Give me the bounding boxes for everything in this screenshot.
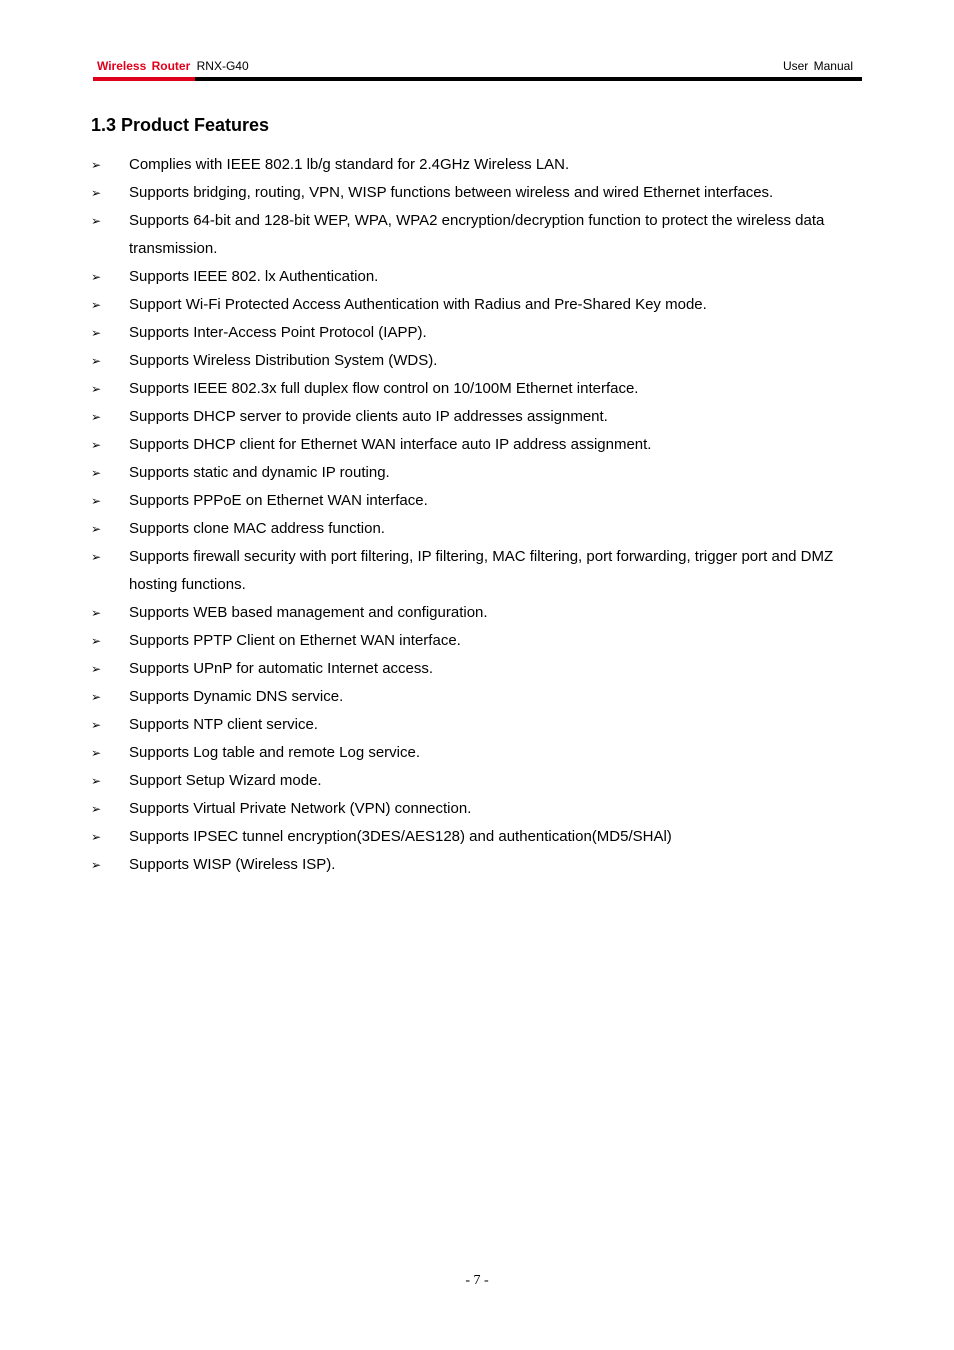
feature-item <box>91 319 861 347</box>
header-rule-accent <box>93 77 195 81</box>
feature-text: Supports WISP (Wireless ISP). <box>129 856 336 873</box>
arrow-bullet-icon: ➢ <box>91 410 102 424</box>
feature-text: Supports 64-bit and 128-bit WEP, WPA, WPA2 encryption/decryption function to protect the wireless data transmission. <box>129 212 825 257</box>
feature-text: Supports WEB based management and configuration. <box>129 604 488 621</box>
arrow-bullet-icon: ➢ <box>91 550 102 564</box>
feature-text: Supports NTP client service. <box>129 716 318 733</box>
arrow-bullet-icon: ➢ <box>91 382 102 396</box>
header-rule <box>93 77 862 81</box>
feature-text: Supports Virtual Private Network (VPN) connection. <box>129 800 472 817</box>
feature-item <box>91 179 861 207</box>
arrow-bullet-icon: ➢ <box>91 634 102 648</box>
feature-text: Supports Dynamic DNS service. <box>129 688 344 705</box>
header-brand: Wireless Router <box>97 59 191 73</box>
feature-item <box>91 655 861 683</box>
arrow-bullet-icon: ➢ <box>91 522 102 536</box>
feature-item <box>91 487 861 515</box>
feature-text: Supports static and dynamic IP routing. <box>129 464 390 481</box>
arrow-bullet-icon: ➢ <box>91 270 102 284</box>
page-number: - 7 - <box>465 1273 489 1288</box>
header-model: RNX-G40 <box>196 59 249 73</box>
arrow-bullet-icon: ➢ <box>91 606 102 620</box>
feature-item <box>91 431 861 459</box>
feature-text: Support Wi-Fi Protected Access Authentication with Radius and Pre-Shared Key mode. <box>129 296 707 313</box>
feature-text: Supports clone MAC address function. <box>129 520 385 537</box>
feature-item <box>91 767 861 795</box>
feature-text: Supports UPnP for automatic Internet access. <box>129 660 434 677</box>
arrow-bullet-icon: ➢ <box>91 830 102 844</box>
feature-item <box>91 795 861 823</box>
arrow-bullet-icon: ➢ <box>91 690 102 704</box>
feature-text: Supports Wireless Distribution System (WDS). <box>129 352 438 369</box>
arrow-bullet-icon: ➢ <box>91 662 102 676</box>
feature-text: Supports Log table and remote Log service. <box>129 744 421 761</box>
arrow-bullet-icon: ➢ <box>91 802 102 816</box>
arrow-bullet-icon: ➢ <box>91 438 102 452</box>
feature-text: Supports firewall security with port filtering, IP filtering, MAC filtering, port forwarding, trigger port and DMZ hosting functions. <box>129 548 834 593</box>
feature-item <box>91 347 861 375</box>
feature-item <box>91 151 861 179</box>
feature-text: Supports PPTP Client on Ethernet WAN interface. <box>129 632 461 649</box>
feature-list <box>91 151 861 879</box>
arrow-bullet-icon: ➢ <box>91 718 102 732</box>
feature-item <box>91 375 861 403</box>
header-doc-type: User Manual <box>782 59 853 73</box>
feature-item <box>91 543 861 599</box>
feature-item <box>91 823 861 851</box>
feature-item <box>91 851 861 879</box>
feature-text: Supports PPPoE on Ethernet WAN interface. <box>129 492 428 509</box>
arrow-bullet-icon: ➢ <box>91 186 102 200</box>
section-title: 1.3 Product Features <box>91 115 270 135</box>
arrow-bullet-icon: ➢ <box>91 494 102 508</box>
arrow-bullet-icon: ➢ <box>91 746 102 760</box>
feature-text: Supports DHCP server to provide clients auto IP addresses assignment. <box>129 408 608 425</box>
feature-item <box>91 515 861 543</box>
page-header <box>97 57 853 75</box>
arrow-bullet-icon: ➢ <box>91 774 102 788</box>
feature-item <box>91 207 861 263</box>
arrow-bullet-icon: ➢ <box>91 158 102 172</box>
header-product <box>97 57 249 75</box>
feature-text: Supports bridging, routing, VPN, WISP functions between wireless and wired Ethernet interfaces. <box>129 184 774 201</box>
feature-item <box>91 683 861 711</box>
feature-item <box>91 459 861 487</box>
feature-item <box>91 599 861 627</box>
feature-item <box>91 627 861 655</box>
feature-item <box>91 263 861 291</box>
arrow-bullet-icon: ➢ <box>91 858 102 872</box>
feature-item <box>91 403 861 431</box>
arrow-bullet-icon: ➢ <box>91 298 102 312</box>
feature-text: Supports IEEE 802.3x full duplex flow control on 10/100M Ethernet interface. <box>129 380 639 397</box>
feature-text: Supports IEEE 802. lx Authentication. <box>129 268 379 285</box>
feature-text: Support Setup Wizard mode. <box>129 772 322 789</box>
feature-text: Supports DHCP client for Ethernet WAN interface auto IP address assignment. <box>129 436 652 453</box>
feature-text: Supports Inter-Access Point Protocol (IAPP). <box>129 324 427 341</box>
arrow-bullet-icon: ➢ <box>91 354 102 368</box>
arrow-bullet-icon: ➢ <box>91 466 102 480</box>
arrow-bullet-icon: ➢ <box>91 214 102 228</box>
feature-item <box>91 739 861 767</box>
feature-item <box>91 291 861 319</box>
feature-text: Supports IPSEC tunnel encryption(3DES/AES128) and authentication(MD5/SHAl) <box>129 828 672 845</box>
feature-text: Complies with IEEE 802.1 lb/g standard for 2.4GHz Wireless LAN. <box>129 156 570 173</box>
arrow-bullet-icon: ➢ <box>91 326 102 340</box>
feature-item <box>91 711 861 739</box>
